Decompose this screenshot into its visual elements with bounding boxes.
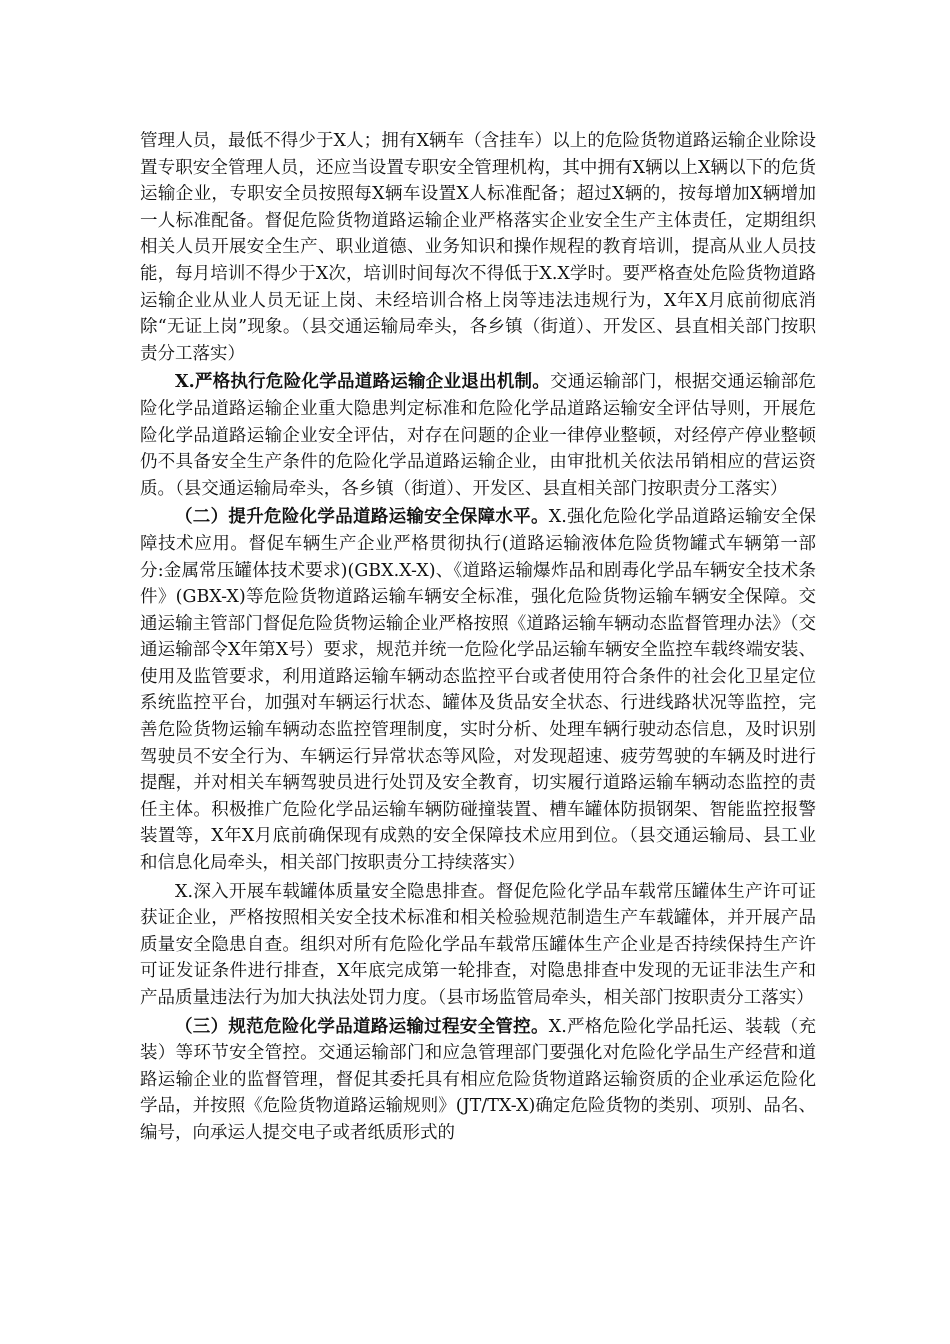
paragraph-1 [140,128,816,367]
paragraph-4 [140,879,816,1012]
paragraph-3-heading: （二）提升危险化学品道路运输安全保障水平。 [175,507,549,528]
paragraph-2 [140,369,816,502]
paragraph-2-heading: X.严格执行危险化学品道路运输企业退出机制。 [175,372,550,393]
paragraph-5-heading: （三）规范危险化学品道路运输过程安全管控。 [175,1016,549,1037]
paragraph-3 [140,504,816,876]
paragraph-5-text: X.严格危险化学品托运、装载（充装）等环节安全管控。交通运输部门和应急管理部门要强化对危险化学品生产经营和道路运输企业的监督管理，督促其委托具有相应危险货物道路运输资质的企业承运危险化学品，并按照《危险货物道路运输规则》(JT/TX-X)确定危险货物的类别、项别、品名、编号，向承运人提交电子或者纸质形式的 [140,1016,816,1143]
paragraph-4-text: X.深入开展车载罐体质量安全隐患排查。督促危险化学品车载常压罐体生产许可证获证企业，严格按照相关安全技术标准和相关检验规范制造生产车载罐体，并开展产品质量安全隐患自查。组织对所有危险化学品车载常压罐体生产企业是否持续保持生产许可证发证条件进行排查，X年底完成第一轮排查，对隐患排查中发现的无证非法生产和产品质量违法行为加大执法处罚力度。（县市场监管局牵头，相关部门按职责分工落实） [140,881,816,1008]
document-page [140,128,816,1149]
paragraph-5 [140,1014,816,1147]
paragraph-2-text: 交通运输部门，根据交通运输部危险化学品道路运输企业重大隐患判定标准和危险化学品道路运输安全评估导则，开展危险化学品道路运输企业安全评估，对存在问题的企业一律停业整顿，对经停产停业整顿仍不具备安全生产条件的危险化学品道路运输企业，由审批机关依法吊销相应的营运资质。（县交通运输局牵头，各乡镇（街道）、开发区、县直相关部门按职责分工落实） [140,372,816,499]
paragraph-3-text: X.强化危险化学品道路运输安全保障技术应用。督促车辆生产企业严格贯彻执行(道路运输液体危险货物罐式车辆第一部分:金属常压罐体技术要求)(GBX.X-X)、《道路运输爆炸品和剧毒化学品车辆安全技术条件》(GBX-X)等危险货物道路运输车辆安全标准，强化危险货物运输车辆安全保障。交通运输主管部门督促危险货物运输企业严格按照《道路运输车辆动态监督管理办法》（交通运输部令X年第X号）要求，规范并统一危险化学品运输车辆安全监控车载终端安装、使用及监管要求，利用道路运输车辆动态监控平台或者使用符合条件的社会化卫星定位系统监控平台，加强对车辆运行状态、罐体及货品安全状态、行进线路状况等监控，完善危险货物运输车辆动态监控管理制度，实时分析、处理车辆行驶动态信息，及时识别驾驶员不安全行为、车辆运行异常状态等风险，对发现超速、疲劳驾驶的车辆及时进行提醒，并对相关车辆驾驶员进行处罚及安全教育，切实履行道路运输车辆动态监控的责任主体。积极推广危险化学品运输车辆防碰撞装置、槽车罐体防损钢架、智能监控报警装置等，X年X月底前确保现有成熟的安全保障技术应用到位。（县交通运输局、县工业和信息化局牵头，相关部门按职责分工持续落实） [140,507,816,874]
paragraph-1-text: 管理人员，最低不得少于X人；拥有X辆车（含挂车）以上的危险货物道路运输企业除设置专职安全管理人员，还应当设置专职安全管理机构，其中拥有X辆以上X辆以下的危货运输企业，专职安全员按照每X辆车设置X人标准配备；超过X辆的，按每增加X辆增加一人标准配备。督促危险货物道路运输企业严格落实企业安全生产主体责任，定期组织相关人员开展安全生产、职业道德、业务知识和操作规程的教育培训，提高从业人员技能，每月培训不得少于X次，培训时间每次不得低于X.X学时。要严格查处危险货物道路运输企业从业人员无证上岗、未经培训合格上岗等违法违规行为，X年X月底前彻底消除“无证上岗”现象。（县交通运输局牵头，各乡镇（街道）、开发区、县直相关部门按职责分工落实） [140,131,816,364]
